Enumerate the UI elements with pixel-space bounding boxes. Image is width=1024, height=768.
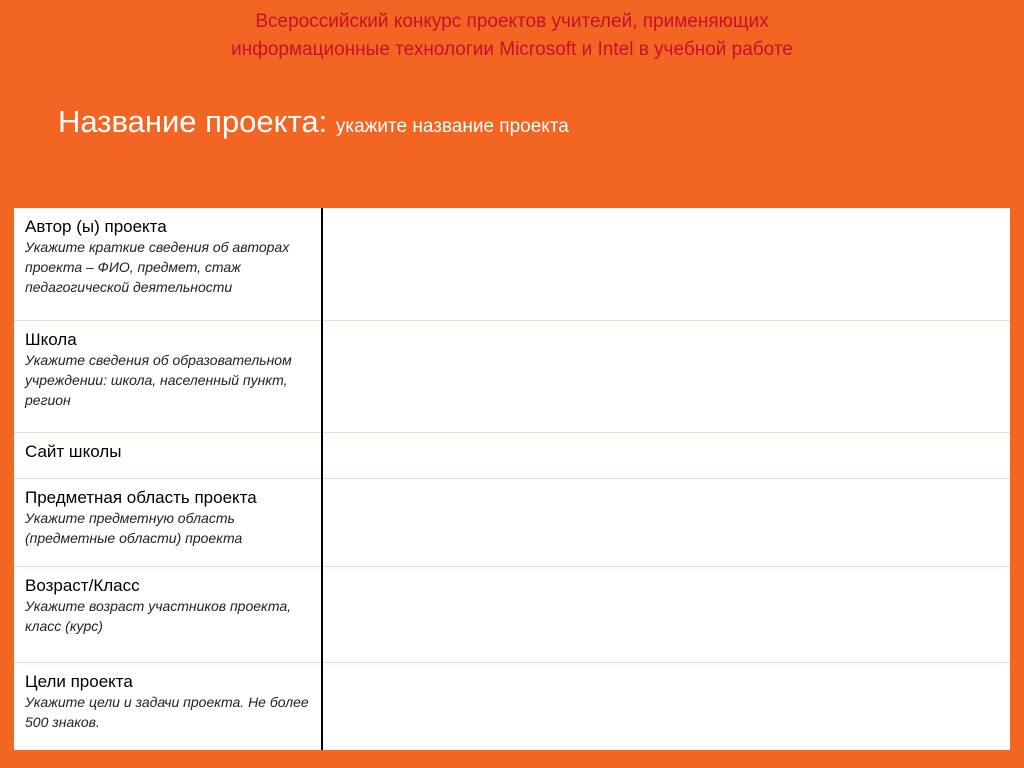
row-hint: Укажите возраст участников проекта, класс (курс) bbox=[25, 597, 291, 634]
table-row-school-site bbox=[14, 432, 1010, 478]
contest-title bbox=[0, 8, 1024, 64]
table-row-authors bbox=[14, 208, 1010, 320]
row-title: Автор (ы) проекта bbox=[25, 217, 167, 236]
row-value-cell[interactable] bbox=[322, 208, 1010, 320]
row-label-cell bbox=[14, 208, 322, 320]
row-value-cell[interactable] bbox=[322, 662, 1010, 750]
row-label-cell bbox=[14, 320, 322, 432]
table-row-school bbox=[14, 320, 1010, 432]
row-hint: Укажите цели и задачи проекта. Не более 500 знаков. bbox=[25, 693, 309, 730]
row-value-cell[interactable] bbox=[322, 432, 1010, 478]
row-title: Школа bbox=[25, 329, 77, 349]
row-title: Цели проекта bbox=[25, 671, 133, 691]
row-hint: Укажите сведения об образовательном учреждении: школа, населенный пункт, регион bbox=[25, 351, 292, 408]
table-row-subject bbox=[14, 478, 1010, 566]
row-hint: Укажите предметную область (предметные области) проекта bbox=[25, 509, 243, 546]
contest-title-line-2: информационные технологии Microsoft и Intel в учебной работе bbox=[231, 39, 793, 60]
table-row-goals bbox=[14, 662, 1010, 750]
project-name-label: Название проекта: bbox=[58, 104, 336, 139]
row-label-cell bbox=[14, 478, 322, 566]
table-row-age-class bbox=[14, 566, 1010, 662]
row-title: Сайт школы bbox=[25, 441, 122, 461]
row-value-cell[interactable] bbox=[322, 320, 1010, 432]
row-label-cell bbox=[14, 662, 322, 750]
row-label-cell bbox=[14, 566, 322, 662]
contest-title-line-1: Всероссийский конкурс проектов учителей, применяющих bbox=[255, 11, 769, 32]
row-value-cell[interactable] bbox=[322, 566, 1010, 662]
project-info-table bbox=[14, 208, 1010, 750]
row-hint: Укажите краткие сведения об авторах проекта – ФИО, предмет, стаж педагогической деятельности bbox=[25, 239, 290, 295]
project-name-heading bbox=[58, 104, 569, 140]
project-name-placeholder[interactable]: укажите название проекта bbox=[335, 116, 569, 137]
row-value-cell[interactable] bbox=[322, 478, 1010, 566]
row-label-cell bbox=[14, 432, 322, 478]
row-title: Возраст/Класс bbox=[25, 575, 140, 595]
row-title: Предметная область проекта bbox=[25, 487, 257, 507]
